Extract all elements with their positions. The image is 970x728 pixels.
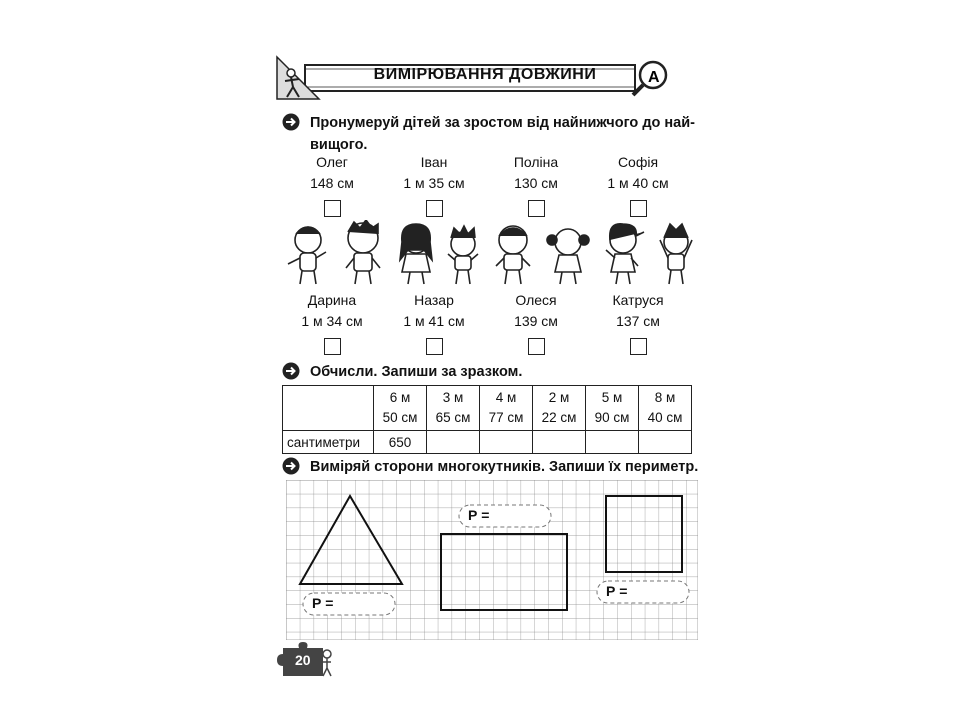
number-box[interactable] [426,338,443,355]
number-box[interactable] [630,200,647,217]
child-name: Олег [316,154,348,170]
page-title: ВИМІРЮВАННЯ ДОВЖИНИ [373,66,597,83]
number-box[interactable] [324,200,341,217]
child-name: Поліна [513,154,559,170]
number-box[interactable] [324,338,341,355]
child-card [583,290,693,355]
perimeter-label: Р = [312,595,334,611]
svg-text:А: А [648,69,660,86]
child-card [583,152,693,217]
answer-cell[interactable] [586,431,639,454]
child-card [481,290,591,355]
child-card [379,290,489,355]
page-number-badge [275,640,335,680]
perimeter-answer-box[interactable] [302,592,396,616]
table-header-cell: 6 м 50 см [374,386,427,431]
answer-cell[interactable] [480,431,533,454]
perimeter-label: Р = [606,583,628,599]
arrow-bullet-icon [282,362,300,380]
children-illustration [278,220,708,288]
arrow-bullet-icon [282,457,300,475]
task-1-text-line-2: вищого. [310,137,368,153]
task-2-instruction [282,361,522,383]
table-header-cell: 4 м 77 см [480,386,533,431]
answer-cell[interactable] [427,431,480,454]
task-2-text: Обчисли. Запиши за зразком. [310,364,523,380]
task-3-instruction [282,456,698,478]
child-card [481,152,591,217]
answer-cell[interactable] [639,431,692,454]
perimeter-answer-box[interactable] [458,504,552,528]
child-height: 1 м 40 см [607,175,669,191]
child-card [277,290,387,355]
child-card [379,152,489,217]
task-3-text: Виміряй сторони многокутників. Запиши їх периметр. [310,459,699,475]
table-header-cell: 3 м 65 см [427,386,480,431]
perimeter-label: Р = [468,507,490,523]
child-height: 1 м 34 см [301,313,363,329]
task-1-text-line-1: Пронумеруй дітей за зростом від найнижчого до най- [310,115,695,131]
child-height: 130 см [514,175,558,191]
answer-cell[interactable] [533,431,586,454]
page-number: 20 [295,652,311,668]
task-1-instruction [282,112,695,156]
arrow-bullet-icon [282,113,300,131]
child-name: Дарина [307,292,357,308]
child-name: Олеся [515,292,557,308]
child-height: 137 см [616,313,660,329]
child-height: 1 м 41 см [403,313,465,329]
child-name: Катруся [612,292,664,308]
row-label: сантиметри [283,431,374,454]
table-corner-cell [283,386,374,431]
conversion-table [282,385,692,454]
table-header-cell: 5 м 90 см [586,386,639,431]
answer-cell[interactable]: 650 [374,431,427,454]
child-height: 139 см [514,313,558,329]
perimeter-answer-box[interactable] [596,580,690,604]
child-name: Назар [414,292,454,308]
number-box[interactable] [426,200,443,217]
table-header-cell: 8 м 40 см [639,386,692,431]
child-card [277,152,387,217]
child-height: 1 м 35 см [403,175,465,191]
child-name: Іван [420,154,448,170]
table-row [283,386,692,431]
number-box[interactable] [528,338,545,355]
child-name: Софія [617,154,659,170]
number-box[interactable] [528,200,545,217]
table-row [283,431,692,454]
child-height: 148 см [310,175,354,191]
number-box[interactable] [630,338,647,355]
table-header-cell: 2 м 22 см [533,386,586,431]
